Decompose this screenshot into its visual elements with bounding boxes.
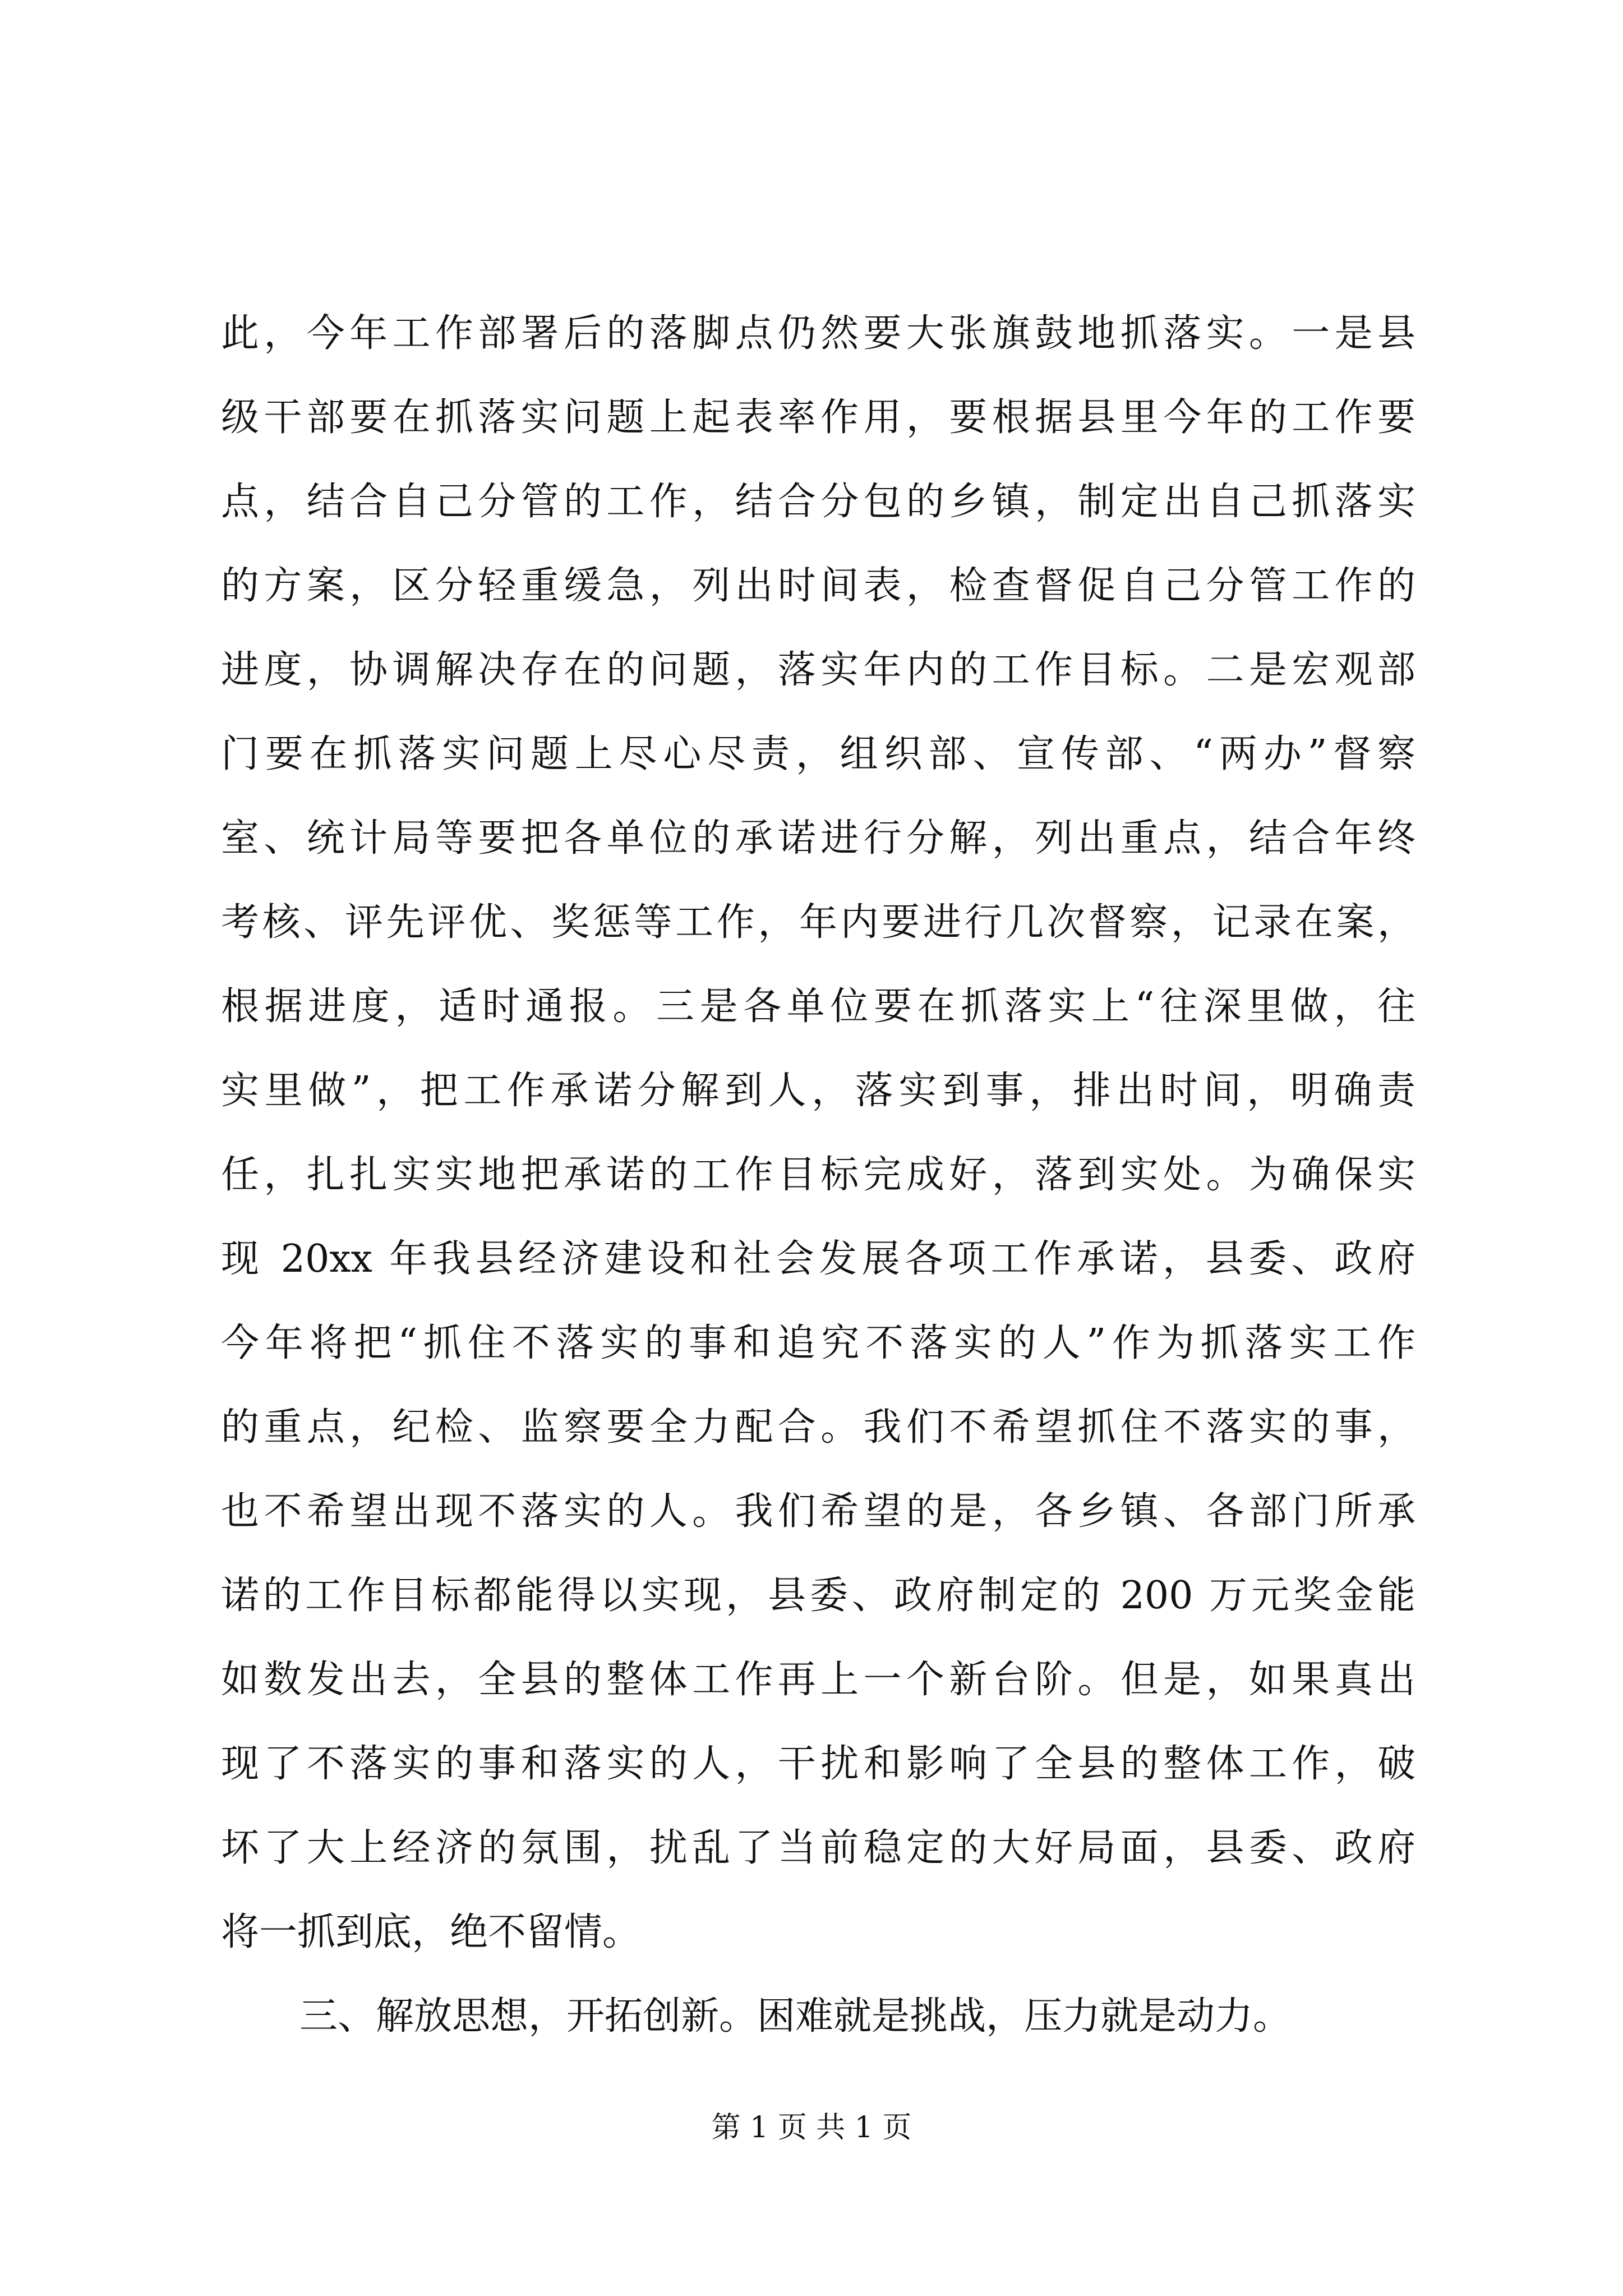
text-line: 将一抓到底，绝不留情。 [221, 1910, 641, 1954]
text-line: 诺的工作目标都能得以实现，县委、政府制定的 200 万元奖金能 [221, 1573, 1415, 1618]
text-line: 进度，协调解决存在的问题，落实年内的工作目标。二是宏观部 [221, 648, 1415, 692]
text-line: 实里做”，把工作承诺分解到人，落实到事，排出时间，明确责 [221, 1069, 1415, 1113]
text-line: 现 20xx 年我县经济建设和社会发展各项工作承诺，县委、政府 [221, 1237, 1415, 1281]
text-line: 根据进度，适时通报。三是各单位要在抓落实上“往深里做，往 [221, 984, 1415, 1029]
section-heading-line: 三、解放思想，开拓创新。困难就是挑战，压力就是动力。 [299, 1994, 1292, 2039]
text-line: 现了不落实的事和落实的人，干扰和影响了全县的整体工作，破 [221, 1742, 1415, 1786]
text-line: 考核、评先评优、奖惩等工作，年内要进行几次督察，记录在案， [221, 900, 1415, 945]
text-line: 点，结合自己分管的工作，结合分包的乡镇，制定出自己抓落实 [221, 480, 1415, 524]
text-line: 门要在抓落实问题上尽心尽责，组织部、宣传部、“两办”督察 [221, 732, 1415, 776]
body-text [221, 292, 1415, 2059]
page-footer: 第 1 页 共 1 页 [711, 2111, 912, 2145]
text-line: 也不希望出现不落实的人。我们希望的是，各乡镇、各部门所承 [221, 1489, 1415, 1534]
text-line: 级干部要在抓落实问题上起表率作用，要根据县里今年的工作要 [221, 395, 1415, 440]
text-line: 任，扎扎实实地把承诺的工作目标完成好，落到实处。为确保实 [221, 1153, 1415, 1197]
text-line: 室、统计局等要把各单位的承诺进行分解，列出重点，结合年终 [221, 816, 1415, 861]
text-line: 的重点，纪检、监察要全力配合。我们不希望抓住不落实的事， [221, 1405, 1415, 1450]
text-line: 今年将把“抓住不落实的事和追究不落实的人”作为抓落实工作 [221, 1321, 1415, 1365]
text-line: 的方案，区分轻重缓急，列出时间表，检查督促自己分管工作的 [221, 564, 1415, 608]
text-line: 此，今年工作部署后的落脚点仍然要大张旗鼓地抓落实。一是县 [221, 311, 1415, 356]
text-line: 坏了大上经济的氛围，扰乱了当前稳定的大好局面，县委、政府 [221, 1826, 1415, 1870]
text-line: 如数发出去，全县的整体工作再上一个新台阶。但是，如果真出 [221, 1658, 1415, 1702]
